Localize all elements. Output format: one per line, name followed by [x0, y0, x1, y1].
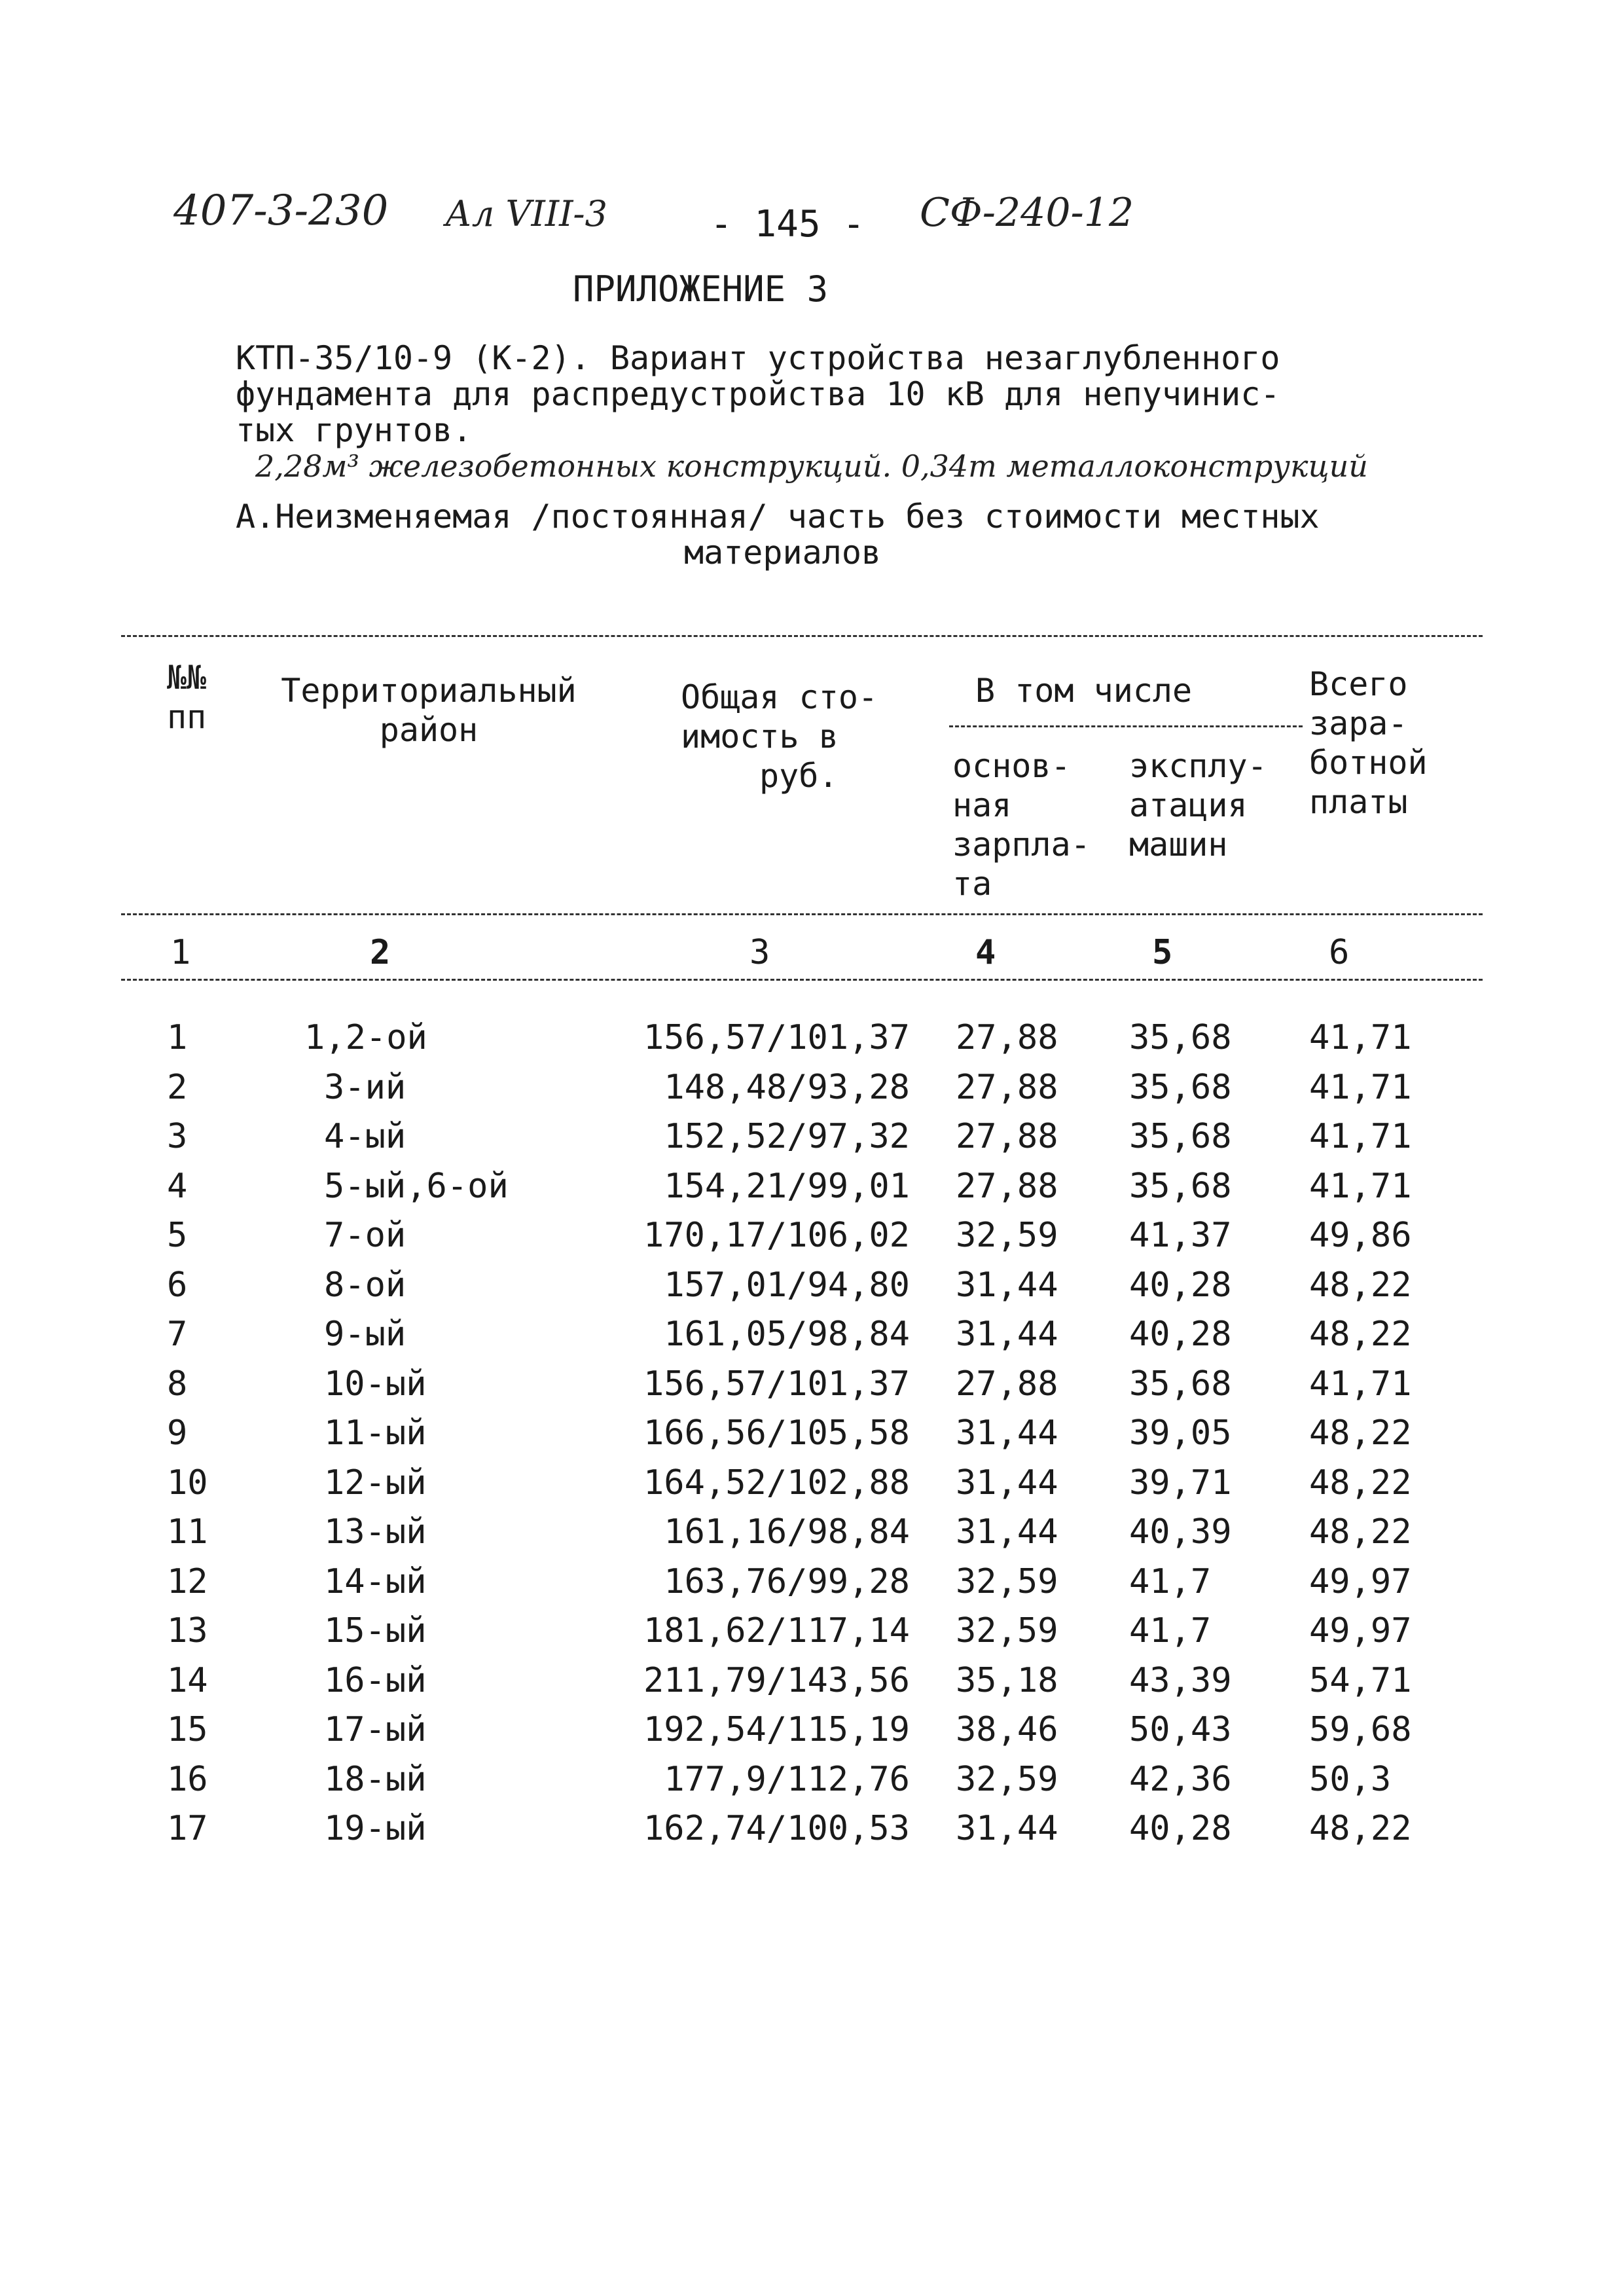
cell-machine-operation: 35,68: [1129, 1117, 1232, 1156]
cell-total-wages: 48,22: [1309, 1512, 1412, 1552]
cell-total-cost: 166,56/105,58: [643, 1413, 910, 1453]
handwritten-note: 2,28м³ железобетонных конструкций. 0,34т металлоконструкций: [255, 448, 1368, 484]
cell-total-cost: 157,01/94,80: [664, 1265, 910, 1305]
cell-territory: 15-ый: [324, 1611, 427, 1650]
cell-total-cost: 148,48/93,28: [664, 1067, 910, 1107]
cell-total-wages: 49,97: [1309, 1611, 1412, 1650]
cell-total-cost: 177,9/112,76: [664, 1759, 910, 1799]
section-title: А.Неизменяемая /постоянная/ часть без стоимости местных: [236, 498, 1320, 536]
cell-base-salary: 27,88: [956, 1166, 1058, 1206]
header-group-including: В том числе: [975, 672, 1193, 710]
cell-total-wages: 41,71: [1309, 1067, 1412, 1107]
cell-row-number: 9: [167, 1413, 188, 1453]
cell-territory: 18-ый: [324, 1759, 427, 1799]
cell-total-cost: 162,74/100,53: [643, 1809, 910, 1848]
cell-row-number: 14: [167, 1660, 208, 1700]
cell-base-salary: 27,88: [956, 1018, 1058, 1057]
column-numbers-rule: [121, 979, 1483, 981]
album-code: Ал VIII-3: [445, 193, 608, 234]
cell-machine-operation: 35,68: [1129, 1364, 1232, 1404]
cell-base-salary: 31,44: [956, 1809, 1058, 1848]
cell-base-salary: 32,59: [956, 1759, 1058, 1799]
cell-base-salary: 32,59: [956, 1216, 1058, 1255]
cell-row-number: 17: [167, 1809, 208, 1848]
document-code: 407-3-230: [173, 187, 389, 235]
group-header-rule: [949, 725, 1303, 727]
cell-territory: 11-ый: [324, 1413, 427, 1453]
cell-machine-operation: 42,36: [1129, 1759, 1232, 1799]
cell-total-wages: 41,71: [1309, 1166, 1412, 1206]
cell-base-salary: 31,44: [956, 1463, 1058, 1503]
cell-territory: 4-ый: [324, 1117, 406, 1156]
cell-machine-operation: 39,05: [1129, 1413, 1232, 1453]
description-line-2: фундамента для распредустройства 10 кВ для непучинис-: [236, 375, 1280, 413]
cell-row-number: 1: [167, 1018, 188, 1057]
header-col1: №№ пп: [167, 659, 207, 736]
header-base-salary: основ- ная зарпла- та: [952, 747, 1091, 903]
cell-machine-operation: 41,7: [1129, 1611, 1212, 1650]
column-number-6: 6: [1329, 933, 1350, 972]
cell-total-cost: 181,62/117,14: [643, 1611, 910, 1650]
appendix-title: ПРИЛОЖЕНИЕ 3: [573, 268, 829, 310]
cell-total-wages: 50,3: [1309, 1759, 1392, 1799]
column-number-2: 2: [370, 933, 391, 972]
cell-machine-operation: 41,7: [1129, 1561, 1212, 1601]
cell-territory: 3-ий: [324, 1067, 406, 1107]
cell-base-salary: 31,44: [956, 1512, 1058, 1552]
cell-base-salary: 31,44: [956, 1315, 1058, 1354]
cell-machine-operation: 43,39: [1129, 1660, 1232, 1700]
cell-row-number: 7: [167, 1315, 188, 1354]
column-number-3: 3: [749, 933, 770, 972]
cell-total-cost: 152,52/97,32: [664, 1117, 910, 1156]
cell-territory: 17-ый: [324, 1710, 427, 1749]
cell-total-wages: 48,22: [1309, 1413, 1412, 1453]
cell-row-number: 5: [167, 1216, 188, 1255]
cell-base-salary: 27,88: [956, 1364, 1058, 1404]
table-top-rule: [121, 635, 1483, 637]
cell-total-cost: 170,17/106,02: [643, 1216, 910, 1255]
cell-base-salary: 31,44: [956, 1265, 1058, 1305]
cell-machine-operation: 40,28: [1129, 1315, 1232, 1354]
cell-base-salary: 32,59: [956, 1561, 1058, 1601]
cell-total-wages: 41,71: [1309, 1117, 1412, 1156]
cell-machine-operation: 41,37: [1129, 1216, 1232, 1255]
cell-territory: 10-ый: [324, 1364, 427, 1404]
cell-row-number: 12: [167, 1561, 208, 1601]
cell-row-number: 3: [167, 1117, 188, 1156]
page-number: - 145 -: [710, 203, 865, 246]
cell-total-wages: 48,22: [1309, 1463, 1412, 1503]
cell-total-wages: 48,22: [1309, 1809, 1412, 1848]
cell-total-wages: 41,71: [1309, 1364, 1412, 1404]
cell-machine-operation: 40,28: [1129, 1265, 1232, 1305]
cell-row-number: 11: [167, 1512, 208, 1552]
cell-total-wages: 48,22: [1309, 1265, 1412, 1305]
cell-territory: 12-ый: [324, 1463, 427, 1503]
cell-machine-operation: 35,68: [1129, 1018, 1232, 1057]
cell-total-cost: 156,57/101,37: [643, 1018, 910, 1057]
cell-total-wages: 41,71: [1309, 1018, 1412, 1057]
cell-territory: 9-ый: [324, 1315, 406, 1354]
cell-total-cost: 164,52/102,88: [643, 1463, 910, 1503]
header-total-cost: Общая сто- имость в руб.: [681, 678, 878, 795]
cell-base-salary: 32,59: [956, 1611, 1058, 1650]
cell-base-salary: 35,18: [956, 1660, 1058, 1700]
column-number-1: 1: [170, 933, 191, 972]
description-line-3: тых грунтов.: [236, 411, 473, 449]
header-bottom-rule: [121, 913, 1483, 915]
cell-total-wages: 54,71: [1309, 1660, 1412, 1700]
cell-base-salary: 38,46: [956, 1710, 1058, 1749]
cell-row-number: 10: [167, 1463, 208, 1503]
cell-row-number: 15: [167, 1710, 208, 1749]
header-territory: Территориальный район: [281, 672, 577, 749]
cell-total-cost: 154,21/99,01: [664, 1166, 910, 1206]
section-title-cont: материалов: [684, 534, 882, 572]
cell-total-wages: 59,68: [1309, 1710, 1412, 1749]
cell-machine-operation: 39,71: [1129, 1463, 1232, 1503]
cell-total-cost: 161,05/98,84: [664, 1315, 910, 1354]
cell-total-wages: 49,86: [1309, 1216, 1412, 1255]
cell-total-cost: 156,57/101,37: [643, 1364, 910, 1404]
archive-code: СФ-240-12: [920, 190, 1134, 236]
cell-machine-operation: 40,28: [1129, 1809, 1232, 1848]
cell-row-number: 8: [167, 1364, 188, 1404]
column-number-4: 4: [975, 933, 996, 972]
cell-total-cost: 163,76/99,28: [664, 1561, 910, 1601]
cell-row-number: 16: [167, 1759, 208, 1799]
cell-machine-operation: 35,68: [1129, 1166, 1232, 1206]
cell-machine-operation: 40,39: [1129, 1512, 1232, 1552]
cell-territory: 7-ой: [324, 1216, 406, 1255]
cell-territory: 14-ый: [324, 1561, 427, 1601]
cell-row-number: 4: [167, 1166, 188, 1206]
cell-row-number: 2: [167, 1067, 188, 1107]
cell-territory: 13-ый: [324, 1512, 427, 1552]
cell-total-cost: 161,16/98,84: [664, 1512, 910, 1552]
cell-territory: 1,2-ой: [304, 1018, 427, 1057]
cell-total-cost: 211,79/143,56: [643, 1660, 910, 1700]
cell-territory: 16-ый: [324, 1660, 427, 1700]
cell-base-salary: 27,88: [956, 1117, 1058, 1156]
cell-machine-operation: 50,43: [1129, 1710, 1232, 1749]
description-line-1: КТП-35/10-9 (К-2). Вариант устройства незаглубленного: [236, 339, 1280, 377]
cell-base-salary: 27,88: [956, 1067, 1058, 1107]
cell-machine-operation: 35,68: [1129, 1067, 1232, 1107]
cell-territory: 19-ый: [324, 1809, 427, 1848]
header-total-wages: Всего зара- ботной платы: [1309, 665, 1428, 821]
cell-base-salary: 31,44: [956, 1413, 1058, 1453]
cell-total-cost: 192,54/115,19: [643, 1710, 910, 1749]
cell-territory: 5-ый,6-ой: [324, 1166, 509, 1206]
cell-territory: 8-ой: [324, 1265, 406, 1305]
column-number-5: 5: [1152, 933, 1173, 972]
cell-total-wages: 48,22: [1309, 1315, 1412, 1354]
header-machine-operation: эксплу- атация машин: [1129, 747, 1267, 864]
cell-row-number: 13: [167, 1611, 208, 1650]
cell-total-wages: 49,97: [1309, 1561, 1412, 1601]
cell-row-number: 6: [167, 1265, 188, 1305]
